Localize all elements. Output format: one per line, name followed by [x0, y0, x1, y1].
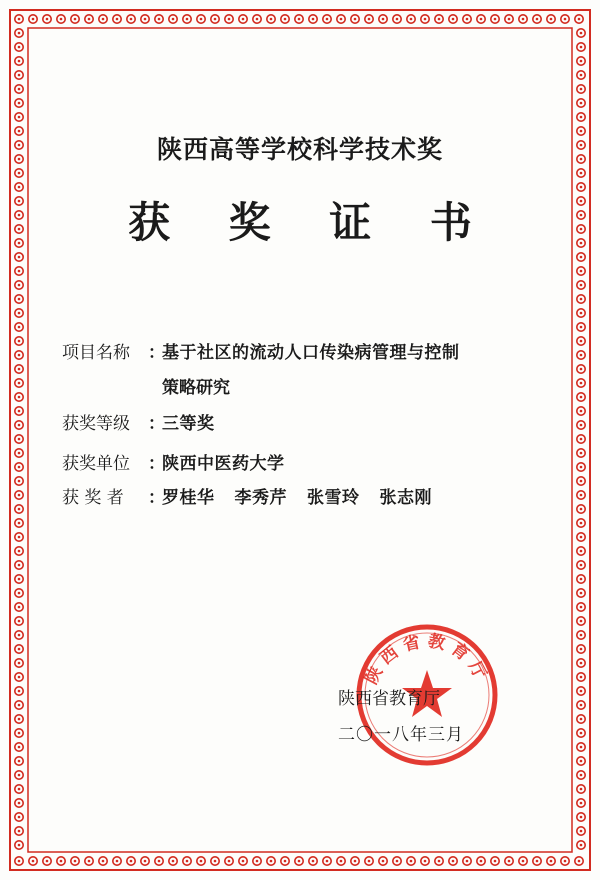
level-value: 三等奖 [162, 414, 215, 434]
svg-text:陕西省教育厅: 陕西省教育厅 [361, 631, 493, 688]
certificate-heading: 获 奖 证 书 [128, 198, 494, 247]
project-label: 项目名称 [62, 343, 130, 363]
unit-label: 获奖单位 [62, 454, 130, 474]
award-title: 陕西高等学校科学技术奖 [156, 135, 443, 164]
colon: ： [148, 488, 165, 508]
issue-date: 二〇一八年三月 [338, 725, 464, 745]
project-name-line2: 策略研究 [162, 378, 230, 398]
colon: ： [148, 343, 165, 363]
winner-name: 张志刚 [379, 488, 432, 508]
winner-name: 李秀芹 [234, 488, 287, 508]
winners-row [62, 486, 432, 510]
colon: ： [148, 454, 165, 474]
project-name-line1: 基于社区的流动人口传染病管理与控制 [162, 343, 460, 363]
level-label: 获奖等级 [62, 414, 130, 434]
unit-row [62, 452, 285, 476]
issuer-name: 陕西省教育厅 [338, 689, 440, 709]
project-row [62, 341, 460, 365]
unit-value: 陕西中医药大学 [162, 454, 285, 474]
winners-label: 获 奖 者 [62, 488, 124, 508]
winner-name: 罗桂华 [162, 488, 215, 508]
colon: ： [148, 414, 165, 434]
winner-name: 张雪玲 [307, 488, 360, 508]
winners-list [162, 488, 432, 508]
level-row [62, 412, 215, 436]
